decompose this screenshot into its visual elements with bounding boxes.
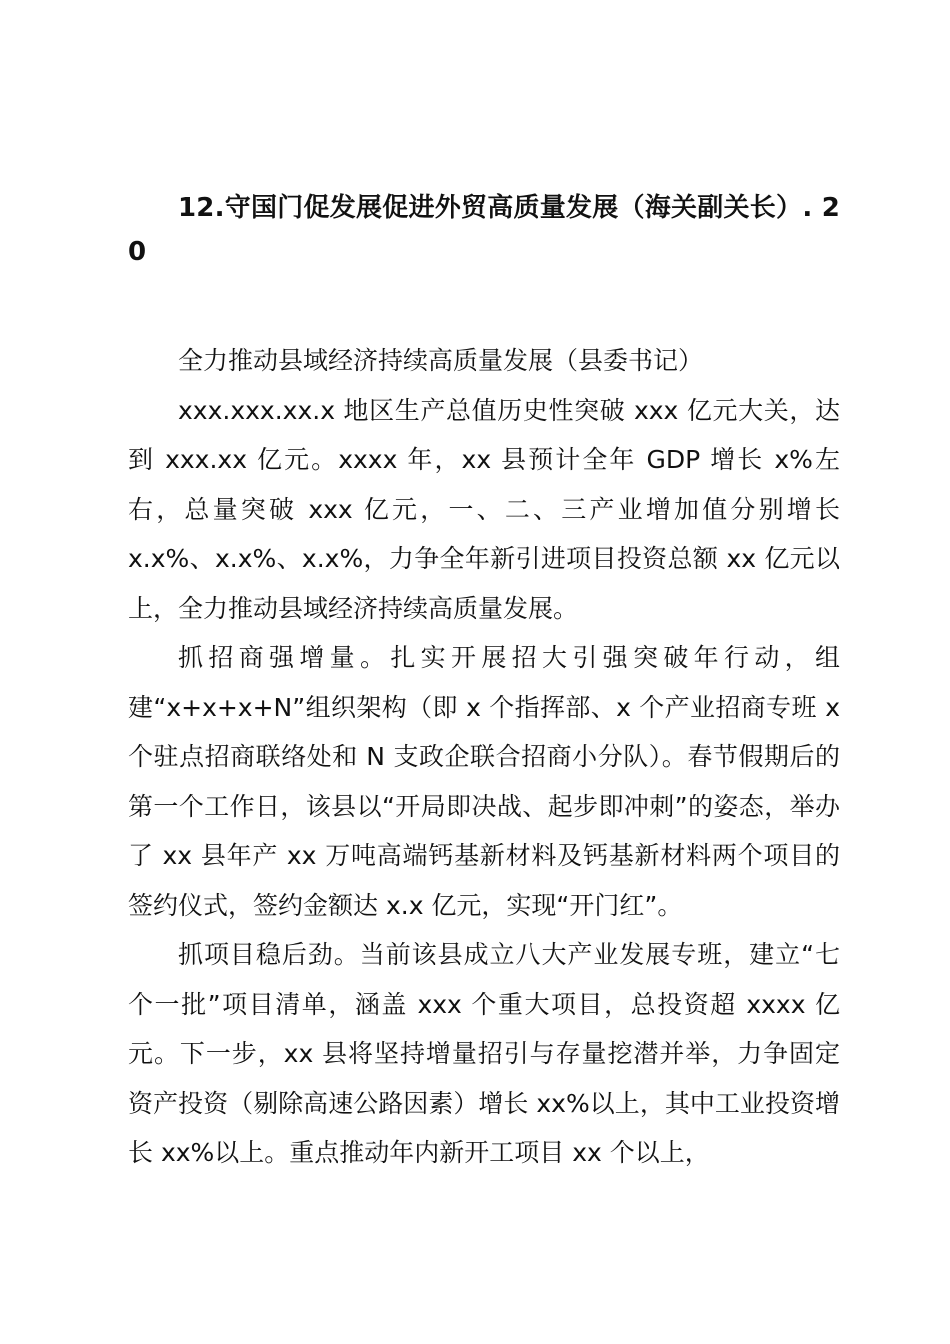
section-heading: 12.守国门促发展促进外贸高质量发展（海关副关长）. 2 0 (128, 193, 840, 267)
document-body (128, 336, 840, 1178)
body-paragraph: 抓招商强增量。扎实开展招大引强突破年行动，组建“x+x+x+N”组织架构（即 x 个指挥部、x 个产业招商专班 x 个驻点招商联络处和 N 支政企联合招商小分队）。春节假期后的第一个工作日，该县以“开局即决战、起步即冲刺”的姿态，举办了 xx 县年产 xx 万吨高端钙基新材料及钙基新材料两个项目的签约仪式，签约金额达 x.x 亿元，实现“开门红”。 (128, 643, 840, 920)
body-paragraph: 抓项目稳后劲。当前该县成立八大产业发展专班，建立“七个一批”项目清单，涵盖 xxx 个重大项目，总投资超 xxxx 亿元。下一步，xx 县将坚持增量招引与存量挖潜并举，力争固定资产投资（剔除高速公路因素）增长 xx%以上，其中工业投资增长 xx%以上。重点推动年内新开工项目 xx 个以上， (128, 940, 840, 1167)
body-paragraph: xxx.xxx.xx.x 地区生产总值历史性突破 xxx 亿元大关，达到 xxx.xx 亿元。xxxx 年，xx 县预计全年 GDP 增长 x%左右，总量突破 xxx 亿元，一、二、三产业增加值分别增长 x.x%、x.x%、x.x%，力争全年新引进项目投资总额 xx 亿元以上，全力推动县域经济持续高质量发展。 (128, 395, 840, 623)
subtitle-paragraph: 全力推动县域经济持续高质量发展（县委书记） (178, 346, 704, 375)
